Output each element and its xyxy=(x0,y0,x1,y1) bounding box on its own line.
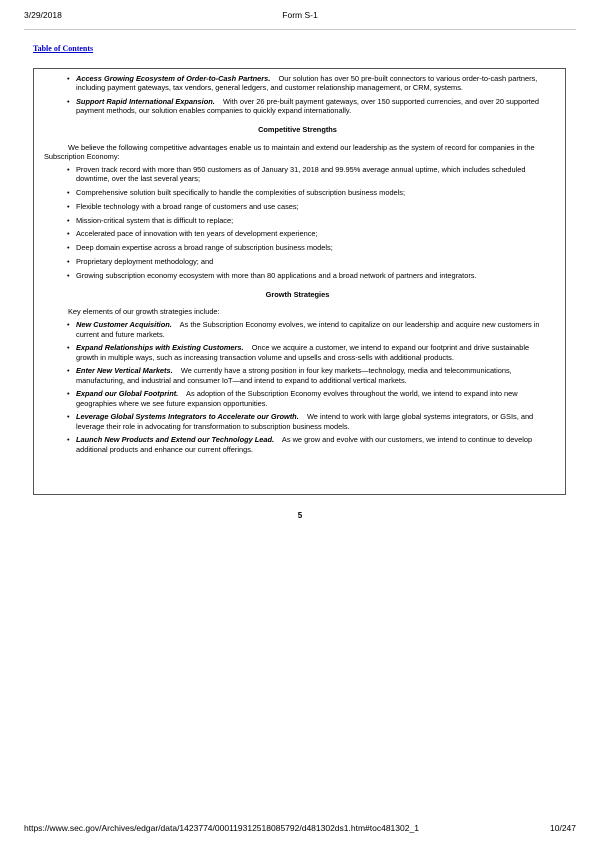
list-item: • Comprehensive solution built specifically to handle the complexities of subscription business models; xyxy=(44,188,551,197)
list-item xyxy=(44,343,551,361)
bullet-text: As we grow and evolve with our customers, we intend to continue to develop additional products and enhance our current offerings. xyxy=(76,435,533,454)
list-item: • Deep domain expertise across a broad range of subscription business models; xyxy=(44,243,551,252)
header-divider xyxy=(24,29,576,30)
bullet-lead: New Customer Acquisition. xyxy=(76,320,172,330)
bullet-lead: Support Rapid International Expansion. xyxy=(76,97,215,106)
competitive-strengths-list xyxy=(44,165,551,280)
bullet-text: As the Subscription Economy evolves, we intend to capitalize on our leadership and acquire new customers in current and future markets. xyxy=(76,320,540,339)
content-box xyxy=(33,68,566,495)
list-item xyxy=(44,320,551,338)
list-item xyxy=(44,366,551,384)
intro-bullet-list xyxy=(44,74,551,115)
footer-page-count: 10/247 xyxy=(550,823,576,833)
bullet-text: We intend to work with large global systems integrators, or GSIs, and leverage their role in advocating for transformation to subscription business models. xyxy=(76,412,534,431)
competitive-strengths-heading: Competitive Strengths xyxy=(258,125,337,135)
list-item: • Proven track record with more than 950 customers as of January 31, 2018 and 99.95% average annual uptime, which includes scheduled downtime, over the last several years; xyxy=(44,165,551,183)
table-of-contents-link[interactable]: Table of Contents xyxy=(33,44,94,53)
footer-url: https://www.sec.gov/Archives/edgar/data/1423774/000119312518085792/d481302ds1.htm#toc481302_1 xyxy=(24,823,419,833)
bullet-lead: Expand our Global Footprint. xyxy=(76,389,179,399)
competitive-strengths-intro: We believe the following competitive advantages enable us to maintain and extend our leadership as the system of record for companies in the Subscription Economy: xyxy=(44,142,535,161)
list-item: • Growing subscription economy ecosystem with more than 80 applications and a broad network of partners and integrators. xyxy=(44,271,551,280)
bullet-lead: Launch New Products and Extend our Technology Lead. xyxy=(76,435,275,445)
document-title: Form S-1 xyxy=(282,10,318,20)
bullet-lead: Leverage Global Systems Integrators to Accelerate our Growth. xyxy=(76,412,299,422)
list-item: • Proprietary deployment methodology; and xyxy=(44,257,551,266)
list-item: • Mission-critical system that is difficult to replace; xyxy=(44,216,551,225)
bullet-text: Once we acquire a customer, we intend to expand our footprint and drive sustainable growth in multiple ways, such as increasing transaction volume and upsells and cross-sells with additional products. xyxy=(76,343,530,362)
bullet-text: With over 26 pre-built payment gateways, over 150 supported currencies, and over 20 supported payment methods, our solution enables companies to quickly expand internationally. xyxy=(76,97,539,116)
growth-strategies-intro: Key elements of our growth strategies include: xyxy=(68,307,220,317)
list-item xyxy=(44,74,551,92)
bullet-lead: Expand Relationships with Existing Customers. xyxy=(76,343,244,353)
bullet-lead: Enter New Vertical Markets. xyxy=(76,366,173,376)
list-item xyxy=(44,97,551,115)
page-number: 5 xyxy=(297,511,303,520)
bullet-text: As adoption of the Subscription Economy evolves throughout the world, we intend to expand into new geographies where we see future expansion opportunities. xyxy=(76,389,518,408)
bullet-text: We currently have a strong position in four key markets—technology, media and telecommunications, manufacturing, and industrial and consumer IoT—and intend to expand to additional vertical markets. xyxy=(76,366,512,385)
bullet-text: Our solution has over 50 pre-built connectors to various order-to-cash partners, including payment gateways, tax vendors, general ledgers, and customer relationship management, or CRM, systems. xyxy=(76,74,538,93)
growth-strategies-list xyxy=(44,320,551,453)
print-date: 3/29/2018 xyxy=(24,10,62,20)
list-item: • Accelerated pace of innovation with ten years of development experience; xyxy=(44,229,551,238)
list-item xyxy=(44,389,551,407)
list-item xyxy=(44,435,551,453)
list-item: • Flexible technology with a broad range of customers and use cases; xyxy=(44,202,551,211)
bullet-lead: Access Growing Ecosystem of Order-to-Cash Partners. xyxy=(76,74,271,83)
list-item xyxy=(44,412,551,430)
growth-strategies-heading: Growth Strategies xyxy=(265,290,330,299)
